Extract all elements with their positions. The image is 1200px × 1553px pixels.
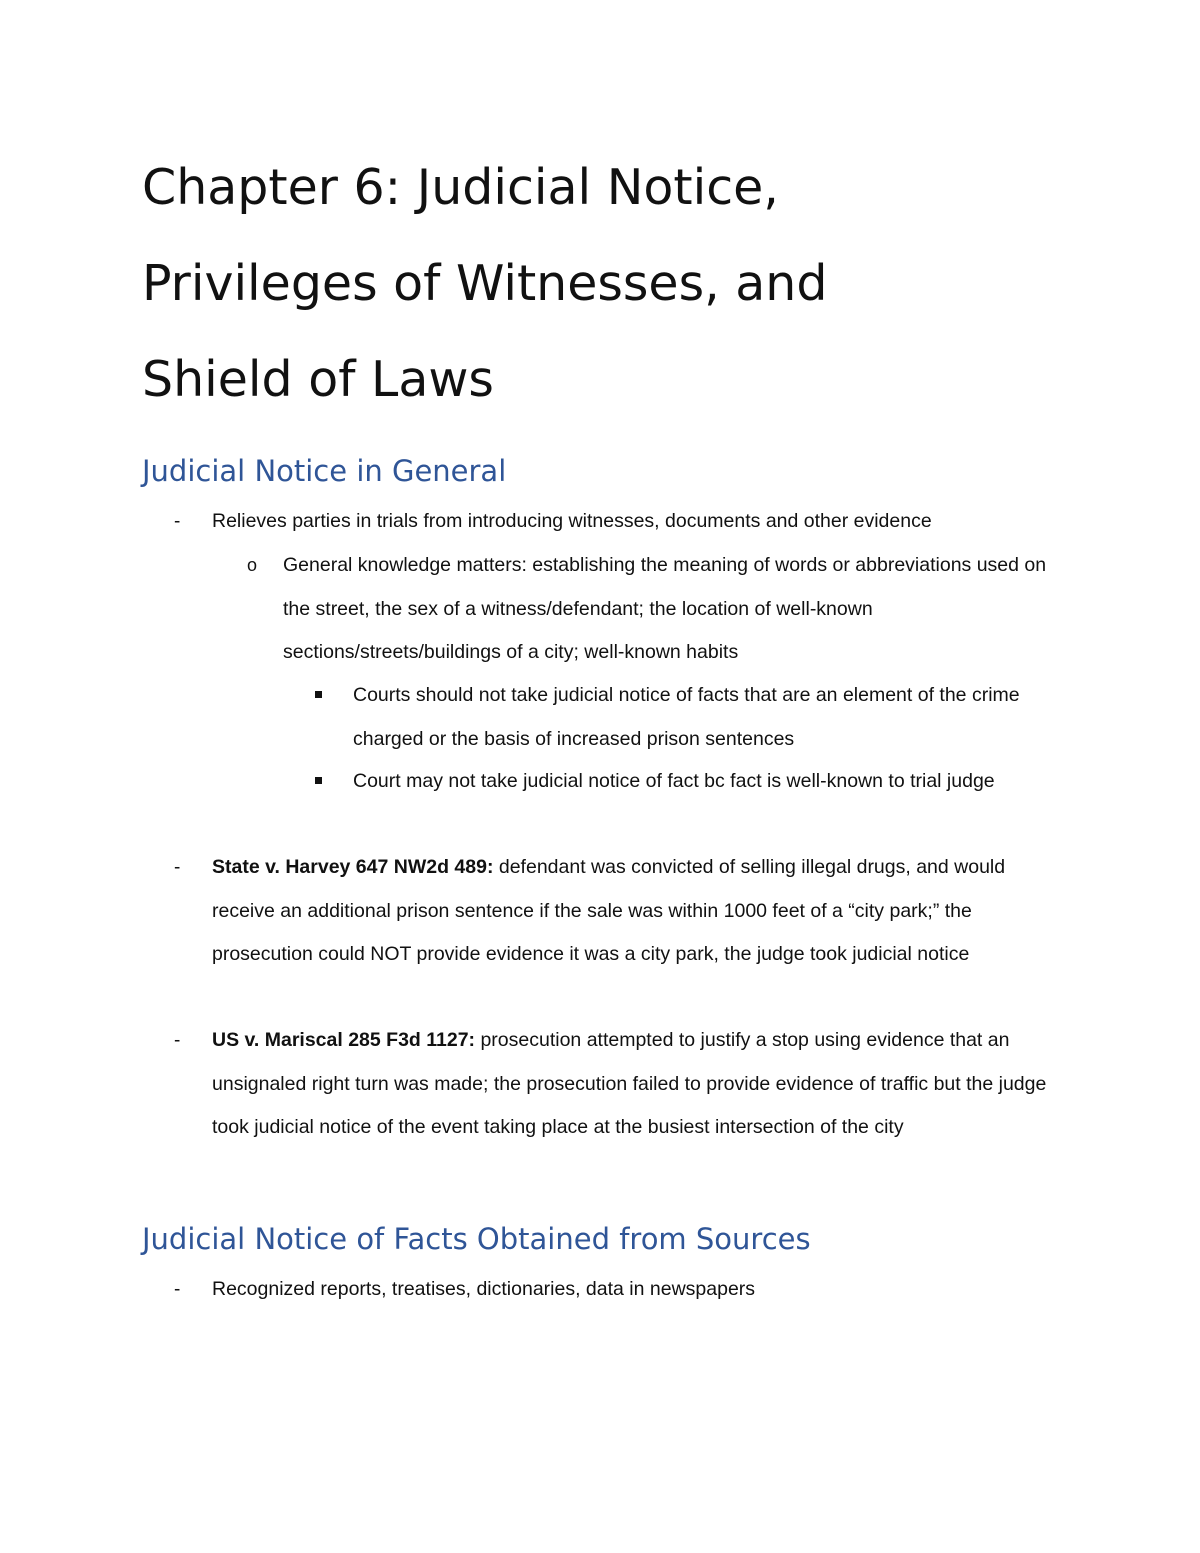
section-heading-facts-from-sources: Judicial Notice of Facts Obtained from Sources — [142, 1222, 811, 1256]
dash-bullet-icon: - — [174, 857, 181, 878]
case-description: prosecution attempted to justify a stop using evidence that an unsignaled right turn was made; the prosecution failed to provide evidence of traffic but the judge took judicial notice of the event taking place at the busiest intersection of the city — [212, 1029, 1047, 1138]
list-item-text — [212, 1019, 1072, 1150]
list-item — [174, 500, 1072, 544]
list-item — [174, 1268, 1072, 1312]
list-item — [174, 846, 1072, 977]
square-bullet-icon — [315, 760, 322, 804]
list-item-text — [212, 846, 1072, 977]
chapter-title — [142, 140, 1102, 428]
list-item — [247, 544, 1063, 675]
list-item-text: Court may not take judicial notice of fact bc fact is well-known to trial judge — [353, 770, 995, 792]
section-heading-judicial-notice-in-general: Judicial Notice in General — [142, 454, 507, 488]
list-item-text: Recognized reports, treatises, dictionaries, data in newspapers — [212, 1278, 756, 1300]
case-citation: US v. Mariscal 285 F3d 1127: — [212, 1029, 476, 1051]
list-item — [174, 1019, 1072, 1150]
chapter-title-line: Shield of Laws — [142, 351, 494, 408]
list-item-text: Relieves parties in trials from introducing witnesses, documents and other evidence — [212, 510, 932, 532]
dash-bullet-icon: - — [174, 1279, 181, 1300]
list-item — [353, 674, 1063, 761]
case-citation: State v. Harvey 647 NW2d 489: — [212, 856, 494, 878]
case-description: defendant was convicted of selling illegal drugs, and would receive an additional prison sentence if the sale was within 1000 feet of a “city park;” the prosecution could NOT provide evidence it was a city park, the judge took judicial notice — [212, 856, 1006, 965]
list-item — [353, 760, 1063, 804]
list-item-text: General knowledge matters: establishing the meaning of words or abbreviations used on the street, the sex of a witness/defendant; the location of well-known sections/streets/buildings of a city; well-known habits — [283, 554, 1047, 663]
square-bullet-icon — [315, 674, 322, 718]
chapter-title-line: Chapter 6: Judicial Notice, — [142, 159, 779, 216]
chapter-title-line: Privileges of Witnesses, and — [142, 255, 828, 312]
circle-bullet-icon: o — [247, 555, 258, 575]
list-item-text: Courts should not take judicial notice of facts that are an element of the crime charged or the basis of increased prison sentences — [353, 684, 1020, 750]
dash-bullet-icon: - — [174, 511, 181, 532]
dash-bullet-icon: - — [174, 1030, 181, 1051]
